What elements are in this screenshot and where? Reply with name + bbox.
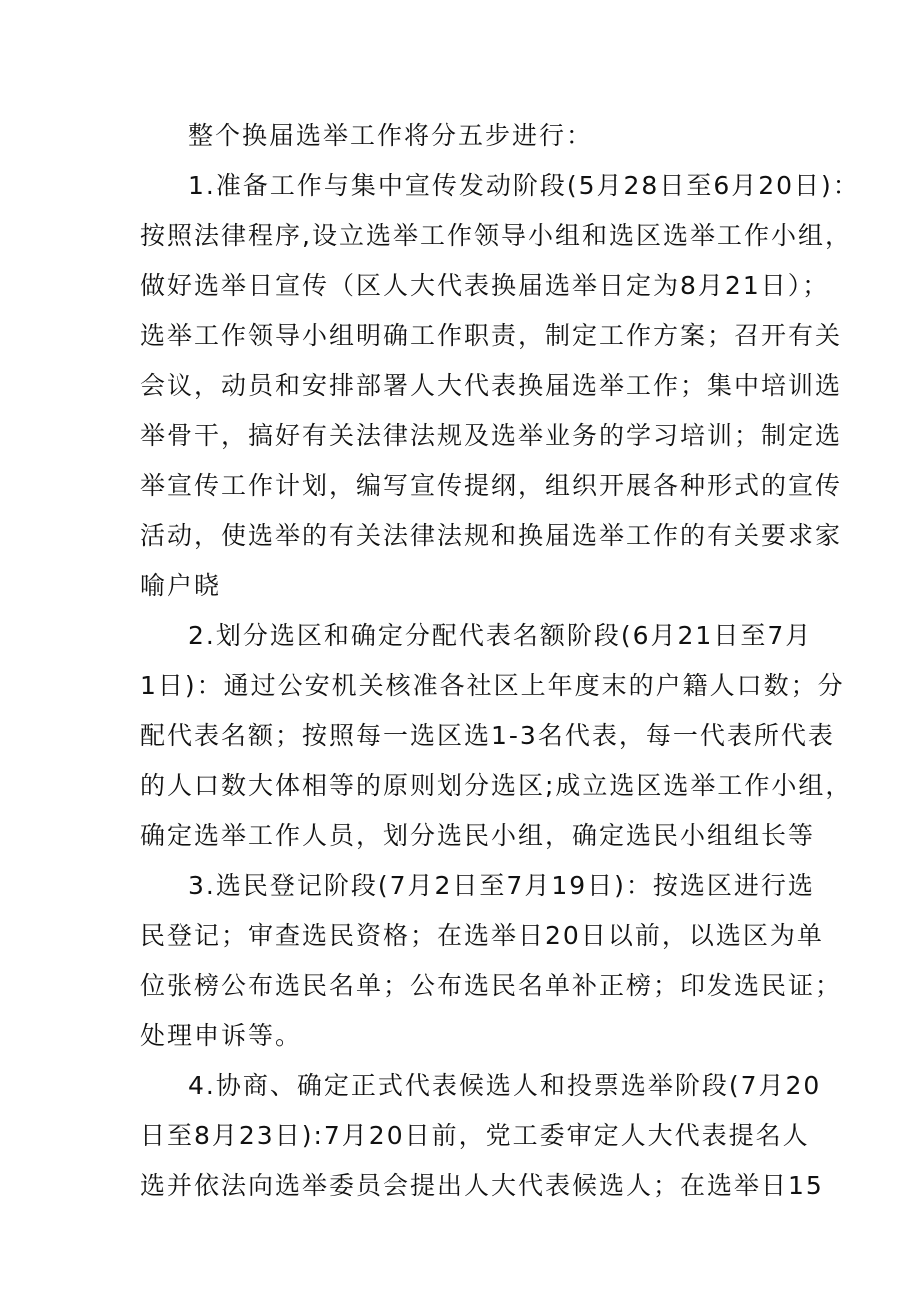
step-1-heading: 1.准备工作与集中宣传发动阶段(5月28日至6月20日)： xyxy=(188,171,860,200)
step-1-text-line: 按照法律程序,设立选举工作领导小组和选区选举工作小组， xyxy=(140,221,852,250)
step-3-heading: 3.选民登记阶段(7月2日至7月19日)：按选区进行选 xyxy=(188,871,815,900)
step-3-text-line: 处理申诉等。 xyxy=(140,1021,303,1050)
step-4-text-line: 选并依法向选举委员会提出人大代表候选人；在选举日15 xyxy=(140,1171,824,1200)
step-1-text-line: 活动，使选举的有关法律法规和换届选举工作的有关要求家 xyxy=(140,521,843,550)
step-1-text-line: 喻户晓 xyxy=(140,571,222,600)
step-2-text-line: 1日)：通过公安机关核准各社区上年度末的户籍人口数；分 xyxy=(140,671,845,700)
step-1-text-line: 举骨干，搞好有关法律法规及选举业务的学习培训；制定选 xyxy=(140,421,843,450)
step-1-text-line: 会议，动员和安排部署人大代表换届选举工作；集中培训选 xyxy=(140,371,843,400)
step-2-text-line: 的人口数大体相等的原则划分选区;成立选区选举工作小组， xyxy=(140,771,853,800)
intro-line: 整个换届选举工作将分五步进行： xyxy=(188,121,594,150)
step-4-text-line: 日至8月23日):7月20日前，党工委审定人大代表提名人 xyxy=(140,1121,810,1150)
step-4-heading: 4.协商、确定正式代表候选人和投票选举阶段(7月20 xyxy=(188,1071,822,1100)
step-1-text-line: 举宣传工作计划，编写宣传提纲，组织开展各种形式的宣传 xyxy=(140,471,843,500)
step-3-text-line: 民登记；审查选民资格；在选举日20日以前，以选区为单 xyxy=(140,921,824,950)
step-2-text-line: 配代表名额；按照每一选区选1-3名代表，每一代表所代表 xyxy=(140,721,835,750)
step-2-heading: 2.划分选区和确定分配代表名额阶段(6月21日至7月 xyxy=(188,621,813,650)
step-3-text-line: 位张榜公布选民名单；公布选民名单补正榜；印发选民证； xyxy=(140,971,843,1000)
step-2-text-line: 确定选举工作人员，划分选民小组，确定选民小组组长等 xyxy=(140,821,816,850)
step-1-text-line: 选举工作领导小组明确工作职责，制定工作方案；召开有关 xyxy=(140,321,843,350)
step-1-text-line: 做好选举日宣传（区人大代表换届选举日定为8月21日）； xyxy=(140,271,830,300)
